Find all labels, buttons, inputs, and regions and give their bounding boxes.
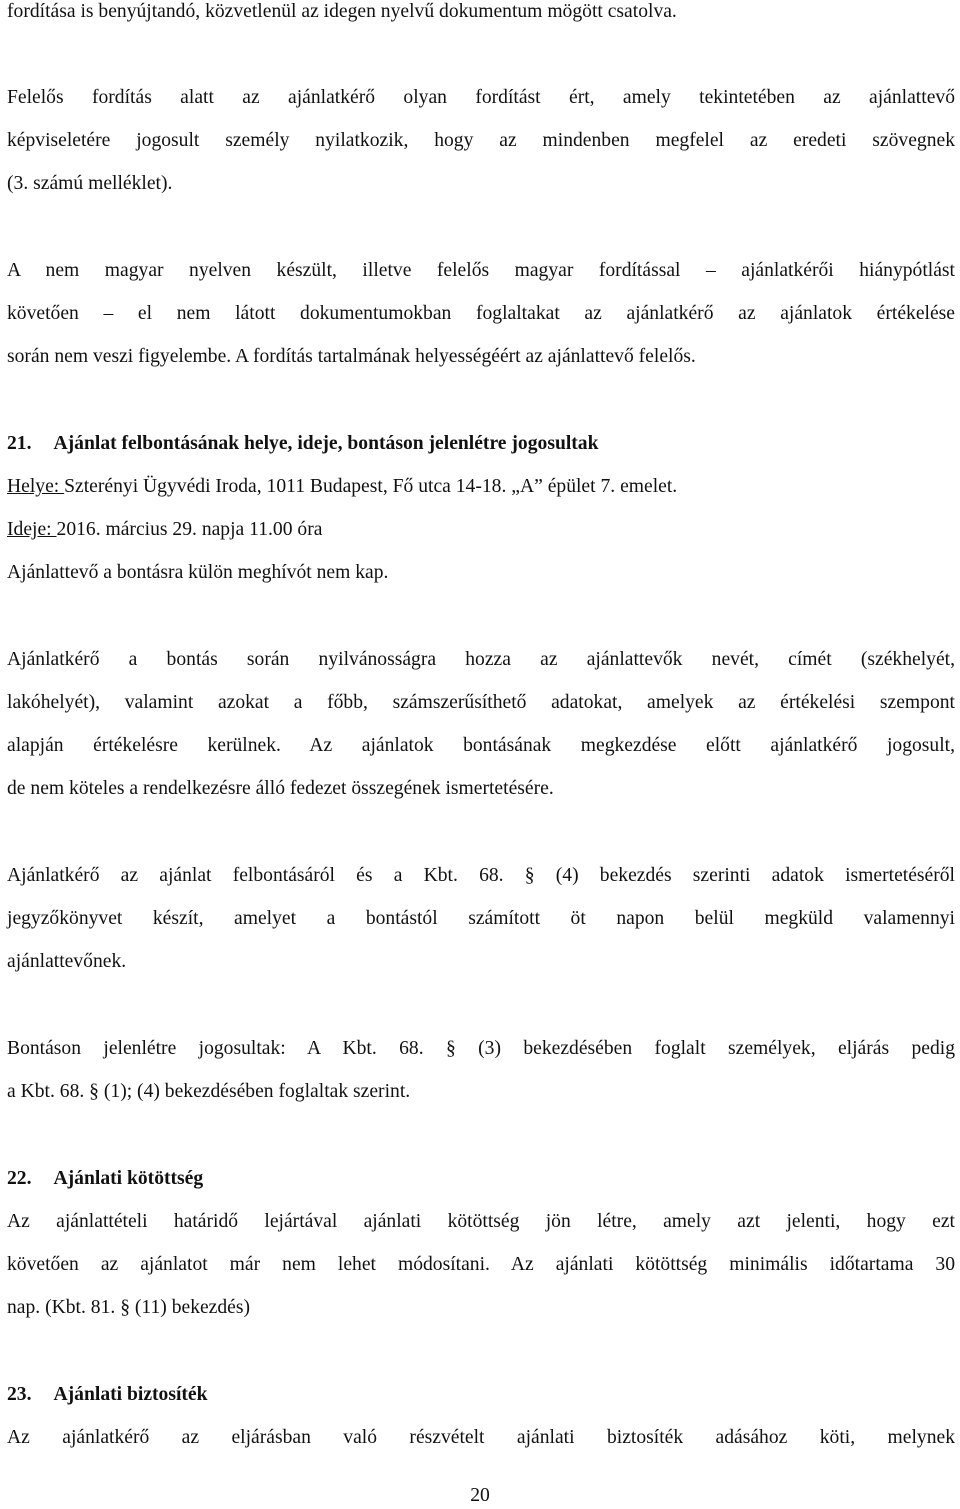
- paragraph-line: nap. (Kbt. 81. § (11) bekezdés): [7, 1297, 251, 1318]
- paragraph-line: ajánlattevőnek.: [7, 951, 127, 972]
- section-title: Ajánlat felbontásának helye, ideje, bontáson jelenlétre jogosultak: [53, 433, 599, 454]
- paragraph-line: Ajánlatkérő az ajánlat felbontásáról és a Kbt. 68. § (4) bekezdés szerinti adatok ismertetéséről: [7, 865, 955, 886]
- paragraph-line: fordítása is benyújtandó, közvetlenül az idegen nyelvű dokumentum mögött csatolva.: [7, 1, 677, 22]
- paragraph-line: A nem magyar nyelven készült, illetve felelős magyar fordítással – ajánlatkérői hiánypótlást: [7, 260, 955, 281]
- paragraph-line: Ajánlatkérő a bontás során nyilvánosságra hozza az ajánlattevők nevét, címét (székhelyét,: [7, 649, 955, 670]
- section-number: 22.: [7, 1168, 32, 1189]
- time-value: 2016. március 29. napja 11.00 óra: [56, 519, 323, 540]
- paragraph-line: (3. számú melléklet).: [7, 173, 173, 194]
- paragraph-line: Az ajánlattételi határidő lejártával ajánlati kötöttség jön létre, amely azt jelenti, hogy ezt: [7, 1211, 955, 1232]
- paragraph-line: Az ajánlatkérő az eljárásban való részvételt ajánlati biztosíték adásához köti, melynek: [7, 1427, 955, 1448]
- section-heading-22: [7, 1167, 203, 1191]
- section-number: 21.: [7, 433, 32, 454]
- place-label: Helye:: [7, 476, 65, 497]
- paragraph-line: követően az ajánlatot már nem lehet módosítani. Az ajánlati kötöttség minimális időtartama 30: [7, 1254, 955, 1275]
- section-number: 23.: [7, 1384, 32, 1405]
- page-number: 20: [470, 1485, 490, 1506]
- paragraph-line: Bontáson jelenlétre jogosultak: A Kbt. 68. § (3) bekezdésében foglalt személyek, eljárás pedig: [7, 1038, 955, 1059]
- section-heading-23: [7, 1383, 208, 1407]
- paragraph-line: jegyzőkönyvet készít, amelyet a bontástól számított öt napon belül megküld valamennyi: [7, 908, 955, 929]
- paragraph-line: alapján értékelésre kerülnek. Az ajánlatok bontásának megkezdése előtt ajánlatkérő jogosult,: [7, 735, 955, 756]
- opening-place: [7, 475, 677, 499]
- paragraph-line: követően – el nem látott dokumentumokban foglaltakat az ajánlatkérő az ajánlatok értékelése: [7, 303, 955, 324]
- paragraph-line: a Kbt. 68. § (1); (4) bekezdésében foglaltak szerint.: [7, 1081, 411, 1102]
- section-heading-21: [7, 432, 599, 456]
- place-value: Szterényi Ügyvédi Iroda, 1011 Budapest, Fő utca 14-18. „A” épület 7. emelet.: [64, 476, 678, 497]
- opening-time: [7, 518, 322, 542]
- paragraph-line: során nem veszi figyelembe. A fordítás tartalmának helyességéért az ajánlattevő felelős.: [7, 346, 696, 367]
- paragraph-line: képviseletére jogosult személy nyilatkozik, hogy az mindenben megfelel az eredeti szövegnek: [7, 130, 955, 151]
- section-title: Ajánlati kötöttség: [53, 1168, 204, 1189]
- paragraph-line: Ajánlattevő a bontásra külön meghívót nem kap.: [7, 562, 389, 583]
- paragraph-line: lakóhelyét), valamint azokat a főbb, számszerűsíthető adatokat, amelyek az értékelési szempont: [7, 692, 955, 713]
- section-title: Ajánlati biztosíték: [53, 1384, 208, 1405]
- paragraph-line: de nem köteles a rendelkezésre álló fedezet összegének ismertetésére.: [7, 778, 554, 799]
- time-label: Ideje:: [7, 519, 57, 540]
- paragraph-line: Felelős fordítás alatt az ajánlatkérő olyan fordítást ért, amely tekintetében az ajánlattevő: [7, 87, 955, 108]
